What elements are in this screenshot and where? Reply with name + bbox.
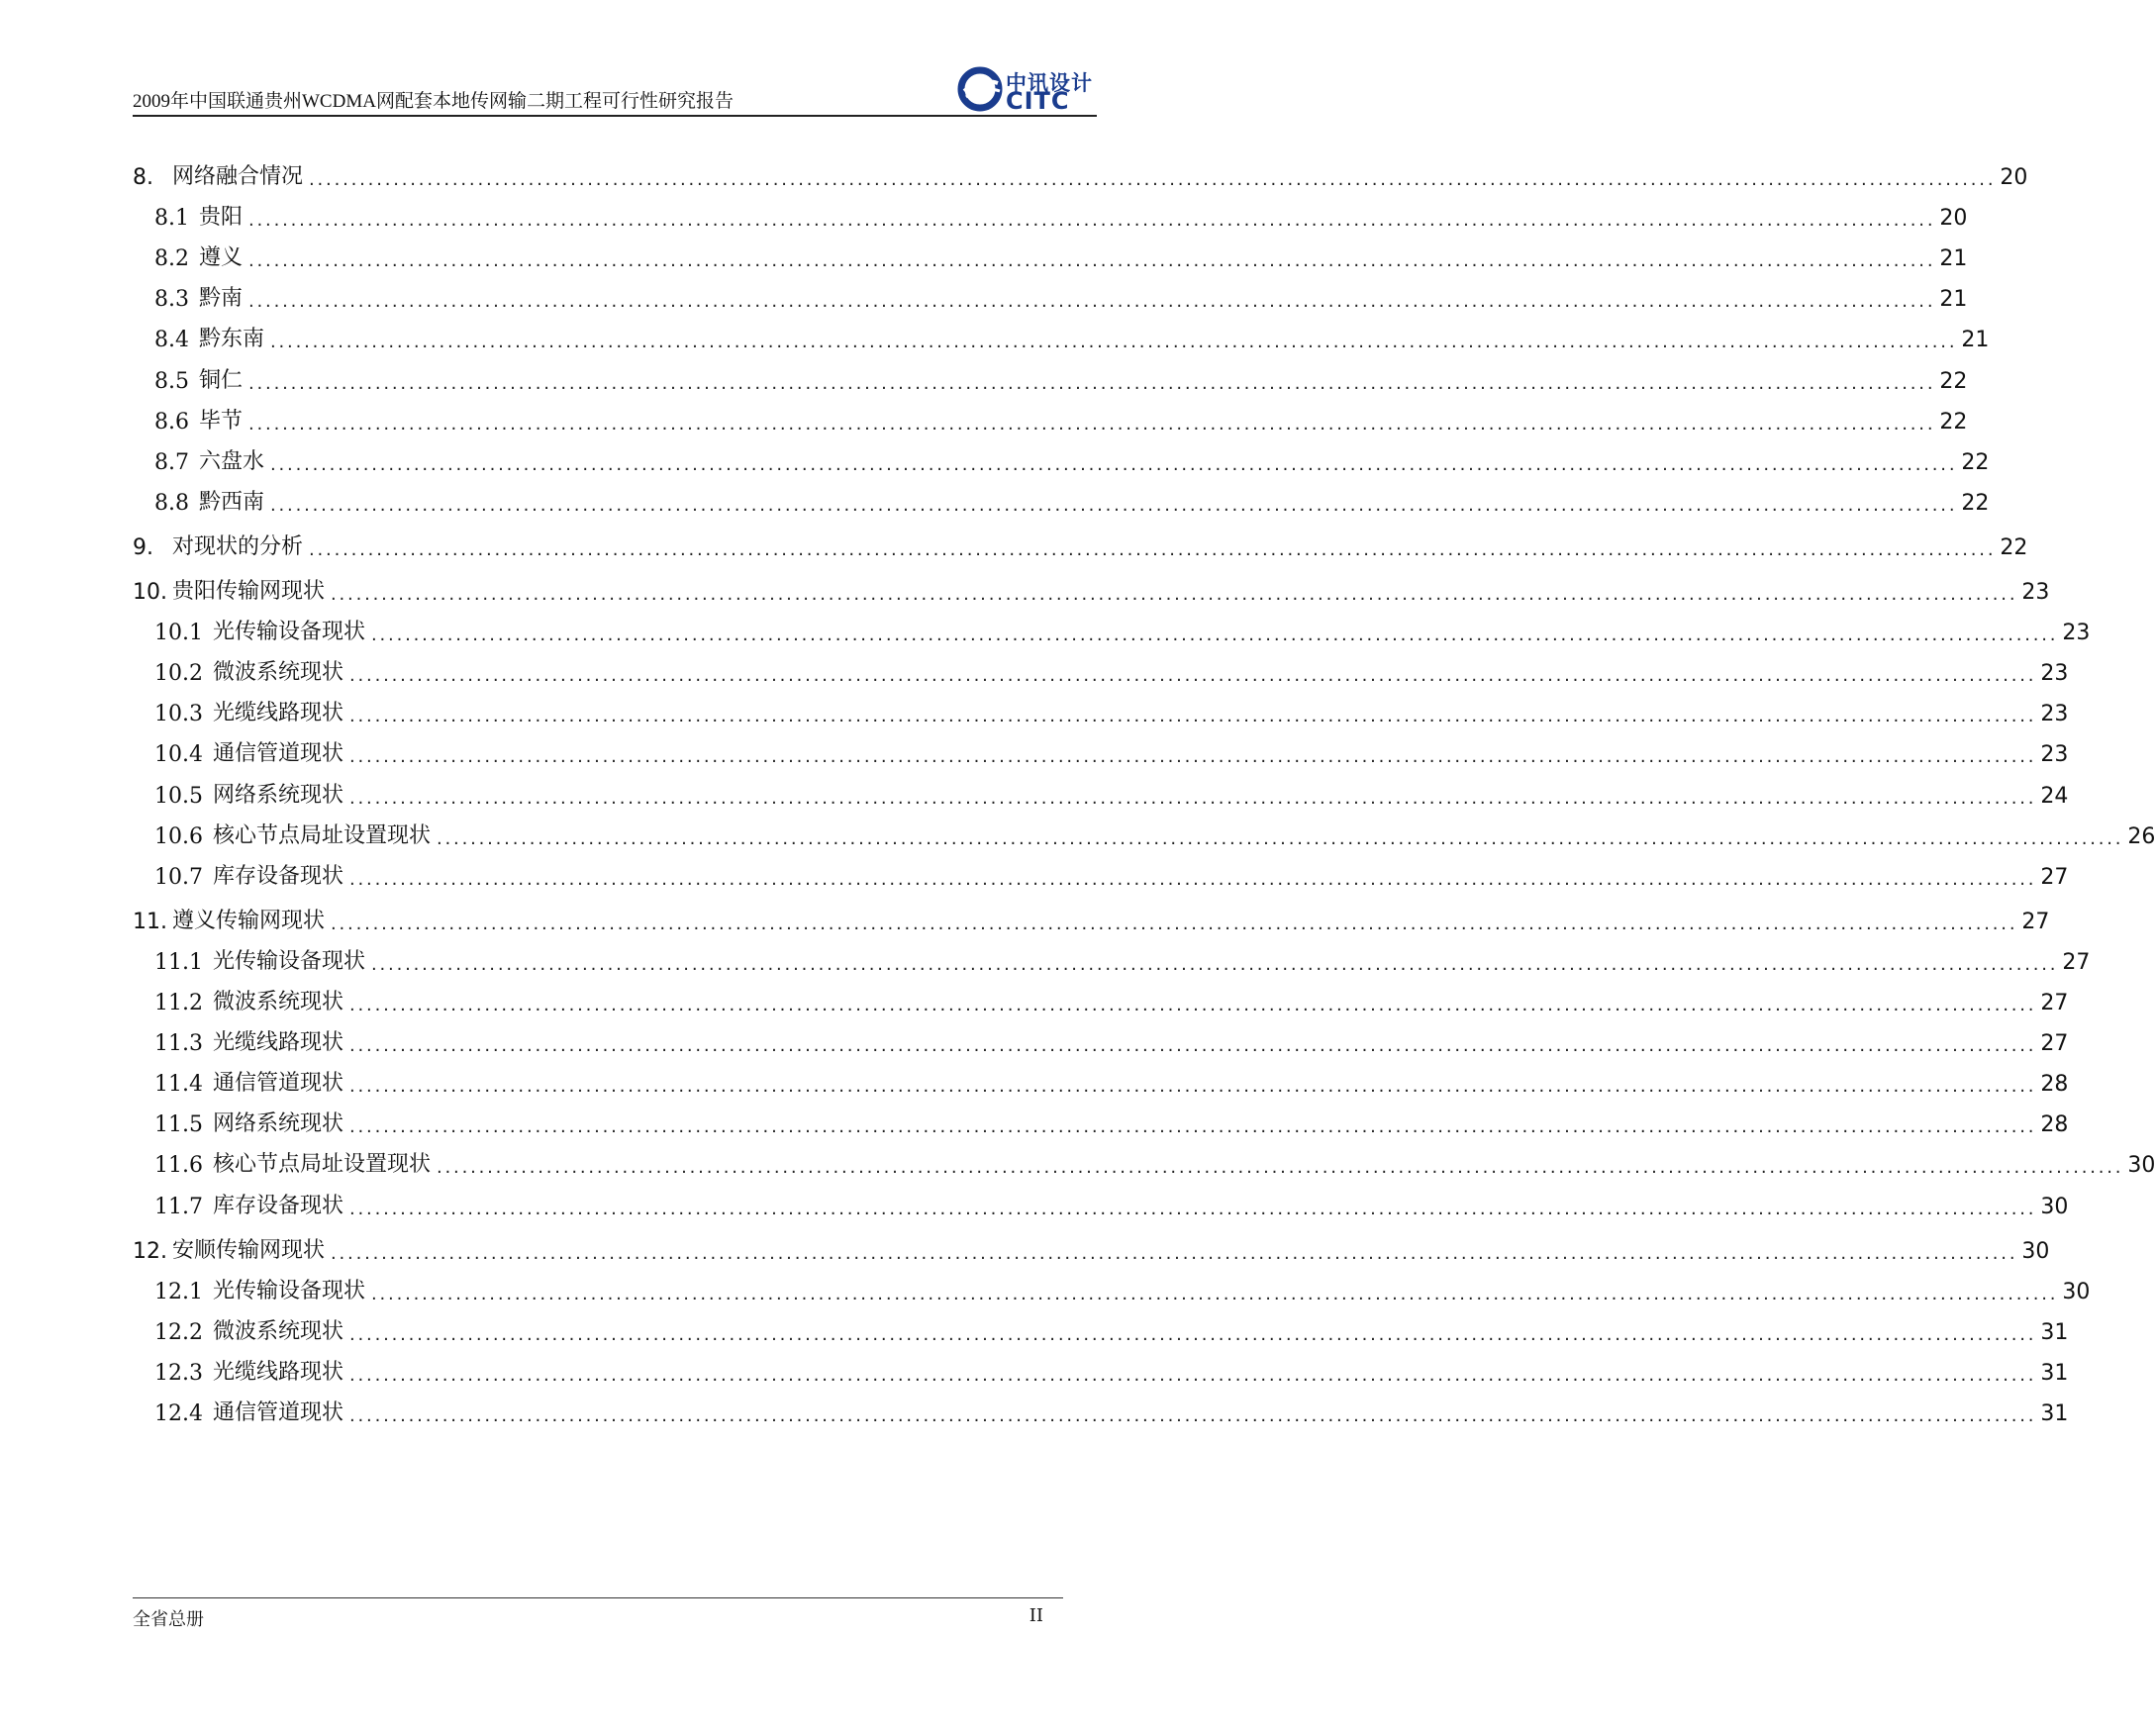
toc-dot-leader: ........................................................................................................................................................................................................ <box>349 706 2037 727</box>
toc-entry-number: 10. <box>133 580 167 605</box>
toc-entry-page: 23 <box>2040 742 2069 768</box>
toc-entry-page: 30 <box>2127 1153 2155 1179</box>
toc-entry-page: 21 <box>1939 287 1968 313</box>
toc-entry-page: 30 <box>2021 1238 2050 1264</box>
document-title: 2009年中国联通贵州WCDMA网配套本地传网输二期工程可行性研究报告 <box>133 91 734 112</box>
toc-entry-page: 23 <box>2040 702 2069 727</box>
toc-entry-number: 12. <box>133 1238 167 1264</box>
toc-entry-title: 光缆线路现状 <box>212 1030 343 1056</box>
toc-entry-title: 遵义传输网现状 <box>172 908 326 933</box>
toc-dot-leader: ........................................................................................................................................................................................................ <box>248 291 1936 313</box>
toc-entry-title: 光缆线路现状 <box>212 1359 343 1385</box>
toc-entry-page: 27 <box>2040 1031 2069 1057</box>
toc-entry-page: 30 <box>2040 1194 2069 1219</box>
toc-entry-number: 11. <box>133 909 167 934</box>
toc-dot-leader: ........................................................................................................................................................................................................ <box>349 1405 2037 1426</box>
toc-entry-title: 核心节点局址设置现状 <box>212 1152 431 1178</box>
toc-dot-leader: ........................................................................................................................................................................................................ <box>349 665 2037 687</box>
toc-entry-number: 8.1 <box>154 206 189 232</box>
toc-entry-page: 24 <box>2040 783 2069 809</box>
footer-volume-label: 全省总册 <box>133 1609 204 1630</box>
toc-entry-title: 微波系统现状 <box>212 1318 343 1344</box>
toc-entry-number: 11.2 <box>154 991 203 1015</box>
toc-entry[interactable] <box>133 735 2069 768</box>
toc-entry-page: 21 <box>1961 328 1990 353</box>
toc-entry-page: 31 <box>2040 1401 2069 1426</box>
toc-entry-title: 安顺传输网现状 <box>172 1237 326 1263</box>
toc-entry-number: 10.6 <box>154 823 203 849</box>
toc-dot-leader: ........................................................................................................................................................................................................ <box>270 332 1958 353</box>
toc-entry-title: 网络系统现状 <box>212 782 343 808</box>
toc-entry[interactable] <box>133 1313 2069 1345</box>
toc-entry-number: 10.7 <box>154 864 203 890</box>
toc-entry[interactable] <box>133 1232 2050 1264</box>
toc-dot-leader: ........................................................................................................................................................................................................ <box>437 1157 2124 1179</box>
toc-entry-page: 22 <box>1961 490 1990 516</box>
toc-dot-leader: ........................................................................................................................................................................................................ <box>349 1323 2037 1345</box>
toc-entry-number: 11.3 <box>154 1031 203 1057</box>
toc-entry[interactable] <box>133 443 1990 475</box>
toc-entry[interactable] <box>133 1354 2069 1386</box>
toc-entry-page: 31 <box>2040 1360 2069 1386</box>
toc-entry-number: 11.5 <box>154 1112 203 1138</box>
toc-dot-leader: ........................................................................................................................................................................................................ <box>371 953 2059 975</box>
toc-dot-leader: ........................................................................................................................................................................................................ <box>349 787 2037 809</box>
toc-entry-number: 11.1 <box>154 949 203 975</box>
toc-entry-page: 27 <box>2021 909 2050 934</box>
toc-entry[interactable] <box>133 484 1990 516</box>
toc-entry-title: 微波系统现状 <box>212 660 343 686</box>
toc-dot-leader: ........................................................................................................................................................................................................ <box>309 538 1997 560</box>
toc-dot-leader: ........................................................................................................................................................................................................ <box>349 868 2037 890</box>
toc-entry-title: 光传输设备现状 <box>212 948 365 974</box>
toc-entry[interactable] <box>133 1395 2069 1426</box>
toc-entry[interactable] <box>133 1065 2069 1098</box>
toc-entry-title: 六盘水 <box>199 448 265 474</box>
toc-entry[interactable] <box>133 903 2050 934</box>
toc-entry[interactable] <box>133 321 1990 353</box>
toc-entry-title: 遵义 <box>199 245 244 271</box>
toc-entry-title: 对现状的分析 <box>172 533 304 559</box>
toc-entry-title: 库存设备现状 <box>212 1193 343 1218</box>
toc-entry[interactable] <box>133 240 1968 272</box>
toc-dot-leader: ........................................................................................................................................................................................................ <box>349 1116 2037 1138</box>
toc-dot-leader: ........................................................................................................................................................................................................ <box>349 995 2037 1015</box>
toc-entry-number: 8.5 <box>154 368 189 394</box>
toc-entry-title: 网络系统现状 <box>212 1111 343 1137</box>
toc-dot-leader: ........................................................................................................................................................................................................ <box>349 1364 2037 1386</box>
toc-entry-number: 10.2 <box>154 661 203 687</box>
toc-entry-number: 8.3 <box>154 287 189 313</box>
toc-entry[interactable] <box>133 695 2069 727</box>
toc-entry[interactable] <box>133 199 1968 232</box>
company-logo <box>958 65 1097 115</box>
toc-entry-page: 20 <box>1939 206 1968 232</box>
toc-entry[interactable] <box>133 818 2155 849</box>
toc-dot-leader: ........................................................................................................................................................................................................ <box>349 746 2037 768</box>
toc-entry-title: 黔南 <box>199 286 244 312</box>
logo-chinese-text: 中讯设计 <box>1006 71 1093 95</box>
toc-entry-title: 光传输设备现状 <box>212 1278 365 1303</box>
toc-entry-title: 黔西南 <box>199 489 265 515</box>
toc-dot-leader: ........................................................................................................................................................................................................ <box>331 1242 2018 1264</box>
toc-entry[interactable] <box>133 1146 2155 1179</box>
toc-entry-title: 通信管道现状 <box>212 1071 343 1097</box>
toc-entry-number: 12.2 <box>154 1319 203 1345</box>
toc-entry-title: 网络融合情况 <box>172 164 304 189</box>
toc-entry-number: 11.4 <box>154 1072 203 1098</box>
toc-entry-number: 10.3 <box>154 702 203 727</box>
toc-entry-title: 贵阳传输网现状 <box>172 579 326 604</box>
toc-entry[interactable] <box>133 362 1968 394</box>
toc-entry-number: 10.5 <box>154 783 203 809</box>
toc-dot-leader: ........................................................................................................................................................................................................ <box>371 625 2059 646</box>
toc-entry[interactable] <box>133 1273 2091 1304</box>
toc-entry[interactable] <box>133 1024 2069 1057</box>
toc-dot-leader: ........................................................................................................................................................................................................ <box>248 210 1936 232</box>
toc-entry[interactable] <box>133 777 2069 809</box>
toc-dot-leader: ........................................................................................................................................................................................................ <box>331 584 2018 605</box>
toc-dot-leader: ........................................................................................................................................................................................................ <box>331 913 2018 934</box>
header-divider <box>133 115 1097 117</box>
toc-entry-title: 微波系统现状 <box>212 990 343 1014</box>
toc-entry-page: 23 <box>2062 621 2091 646</box>
toc-entry-number: 10.4 <box>154 742 203 768</box>
toc-entry-page: 22 <box>1961 449 1990 475</box>
toc-entry-page: 27 <box>2040 864 2069 890</box>
toc-entry[interactable] <box>133 158 2028 190</box>
toc-dot-leader: ........................................................................................................................................................................................................ <box>349 1076 2037 1098</box>
toc-dot-leader: ........................................................................................................................................................................................................ <box>248 250 1936 272</box>
toc-entry-title: 光传输设备现状 <box>212 620 365 645</box>
toc-entry-number: 11.6 <box>154 1153 203 1179</box>
toc-entry-title: 毕节 <box>199 408 244 434</box>
toc-entry[interactable] <box>133 614 2091 646</box>
toc-entry-page: 23 <box>2021 580 2050 605</box>
toc-entry-number: 12.1 <box>154 1279 203 1304</box>
toc-entry[interactable] <box>133 280 1968 313</box>
toc-entry-page: 28 <box>2040 1112 2069 1138</box>
toc-entry-number: 8.4 <box>154 328 189 353</box>
toc-dot-leader: ........................................................................................................................................................................................................ <box>248 372 1936 394</box>
page-header <box>133 59 1097 117</box>
toc-entry-page: 22 <box>1939 409 1968 434</box>
toc-entry-page: 22 <box>2000 534 2028 560</box>
toc-entry-title: 贵阳 <box>199 205 244 231</box>
toc-entry-page: 23 <box>2040 661 2069 687</box>
toc-entry-title: 库存设备现状 <box>212 863 343 889</box>
toc-entry-number: 12.4 <box>154 1401 203 1426</box>
page-number: II <box>1029 1605 1043 1626</box>
toc-entry-number: 8. <box>133 165 153 190</box>
toc-entry-number: 8.7 <box>154 449 189 475</box>
toc-entry-title: 通信管道现状 <box>212 741 343 767</box>
toc-dot-leader: ........................................................................................................................................................................................................ <box>349 1035 2037 1057</box>
toc-entry[interactable] <box>133 1106 2069 1138</box>
toc-entry-title: 光缆线路现状 <box>212 701 343 726</box>
toc-entry-number: 8.2 <box>154 246 189 272</box>
toc-entry-number: 10.1 <box>154 621 203 646</box>
toc-entry[interactable] <box>133 573 2050 605</box>
toc-dot-leader: ........................................................................................................................................................................................................ <box>248 413 1936 434</box>
toc-entry-page: 27 <box>2062 949 2091 975</box>
citc-logo-icon <box>958 67 1004 111</box>
toc-entry[interactable] <box>133 403 1968 434</box>
toc-entry-number: 12.3 <box>154 1360 203 1386</box>
toc-entry-number: 8.6 <box>154 409 189 434</box>
toc-entry-page: 28 <box>2040 1072 2069 1098</box>
toc-entry[interactable] <box>133 654 2069 687</box>
toc-entry[interactable] <box>133 943 2091 975</box>
toc-dot-leader: ........................................................................................................................................................................................................ <box>437 827 2124 849</box>
toc-dot-leader: ........................................................................................................................................................................................................ <box>309 169 1997 190</box>
toc-entry[interactable] <box>133 529 2028 560</box>
toc-entry-title: 核心节点局址设置现状 <box>212 822 431 848</box>
toc-entry-number: 11.7 <box>154 1194 203 1219</box>
toc-entry-page: 22 <box>1939 368 1968 394</box>
toc-entry[interactable] <box>133 858 2069 890</box>
logo-english-text: CITC <box>1006 87 1070 115</box>
toc-dot-leader: ........................................................................................................................................................................................................ <box>270 453 1958 475</box>
toc-entry-title: 铜仁 <box>199 367 244 393</box>
toc-entry-page: 31 <box>2040 1319 2069 1345</box>
toc-dot-leader: ........................................................................................................................................................................................................ <box>349 1198 2037 1219</box>
toc-dot-leader: ........................................................................................................................................................................................................ <box>270 494 1958 516</box>
toc-entry[interactable] <box>133 1188 2069 1219</box>
toc-entry-page: 30 <box>2062 1279 2091 1304</box>
toc-entry-page: 26 <box>2127 823 2155 849</box>
toc-entry-page: 21 <box>1939 246 1968 272</box>
toc-dot-leader: ........................................................................................................................................................................................................ <box>371 1283 2059 1304</box>
footer-divider <box>133 1597 1063 1598</box>
toc-entry-number: 9. <box>133 534 153 560</box>
toc-entry-number: 8.8 <box>154 490 189 516</box>
toc-entry-title: 通信管道现状 <box>212 1400 343 1425</box>
toc-entry-title: 黔东南 <box>199 327 265 352</box>
toc-entry-page: 27 <box>2040 991 2069 1015</box>
toc-entry[interactable] <box>133 984 2069 1015</box>
toc-entry-page: 20 <box>2000 165 2028 190</box>
